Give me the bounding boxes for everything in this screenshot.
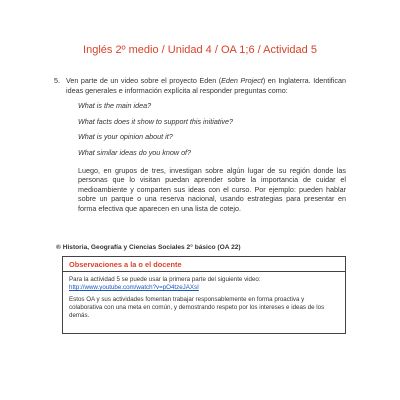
intro-italic: Eden Project xyxy=(221,76,263,85)
teacher-notes-title: Observaciones a la o el docente xyxy=(63,257,345,272)
notes-line-1-text: Para la actividad 5 se puede usar la primera parte del siguiente video: xyxy=(69,276,261,283)
activity-5 xyxy=(54,76,346,214)
activity-followup: Luego, en grupos de tres, investigan sobre algún lugar de su región donde las personas que lo visitan puedan aprender sobre la importancia de cuidar el medioambiente y comparten sus ideas con el curso. Por ejemplo: pueden hablar sobre un parque o una reserva nacional, usando estrategias para presentar en forma efectiva que aparecen en una lista de cotejo. xyxy=(78,165,346,213)
notes-line-2: Estos OA y sus actividades fomentan trabajar responsablemente en forma proactiva y colaborativa con una meta en común, y demostrando respeto por los intereses e ideas de los demás. xyxy=(69,296,325,319)
teacher-notes-box xyxy=(62,256,346,334)
intro-text-b: ) en Inglaterra. Identifican ideas generales e información explícita al responder preguntas como: xyxy=(66,76,346,95)
question-4: What similar ideas do you know of? xyxy=(78,147,192,157)
page-title: Inglés 2º medio / Unidad 4 / OA 1;6 / Actividad 5 xyxy=(83,44,317,56)
question-1: What is the main idea? xyxy=(78,101,152,111)
teacher-notes-body xyxy=(63,272,345,328)
curriculum-reference: ® Historia, Geografía y Ciencias Sociales 2° básico (OA 22) xyxy=(56,244,241,251)
intro-text-a: Ven parte de un video sobre el proyecto Eden ( xyxy=(66,76,222,85)
activity-intro xyxy=(66,76,346,95)
question-2: What facts does it show to support this initiative? xyxy=(78,116,234,126)
video-link[interactable]: http://www.youtube.com/watch?v=pO4tzeJAXsI xyxy=(69,284,199,291)
activity-number: 5. xyxy=(54,76,60,85)
notes-line-1 xyxy=(69,276,339,292)
question-3: What is your opinion about it? xyxy=(78,132,173,142)
